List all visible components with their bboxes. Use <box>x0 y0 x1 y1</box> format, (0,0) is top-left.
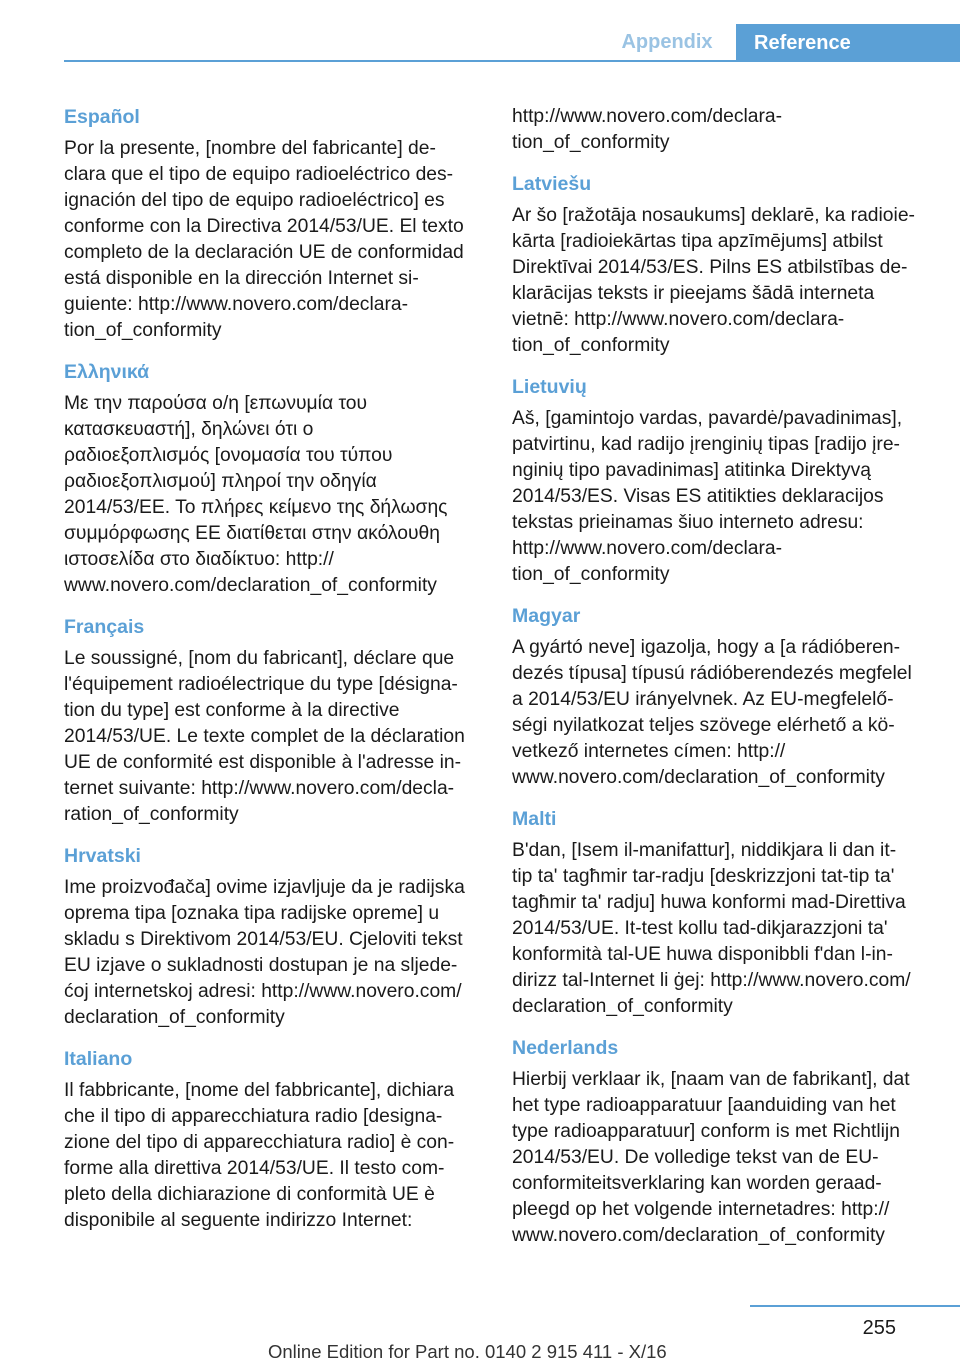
text-line: ignación del tipo de equipo radioeléctrico] es <box>64 190 445 211</box>
text-line: tion_of_conformity <box>512 132 670 153</box>
text-line: skladu s Direktivom 2014/53/EU. Cjeloviti tekst <box>64 929 463 950</box>
text-line: a 2014/53/EU irányelvnek. Az EU-megfelelő- <box>512 689 894 710</box>
section-body <box>64 875 484 1031</box>
header-divider <box>64 60 960 62</box>
section-body <box>512 406 932 588</box>
text-line: forme alla direttiva 2014/53/UE. Il testo com- <box>64 1158 445 1179</box>
language-section <box>512 806 932 1020</box>
language-section <box>64 843 484 1031</box>
text-line: pleegd op het volgende internetadres: http:// <box>512 1199 890 1220</box>
section-heading: Magyar <box>512 605 581 627</box>
left-column <box>64 104 484 1249</box>
text-line: www.novero.com/declaration_of_conformity <box>512 1225 885 1246</box>
text-line: www.novero.com/declaration_of_conformity <box>512 767 885 788</box>
language-section <box>64 359 484 599</box>
text-line: oprema tipa [oznaka tipa radijske opreme] u <box>64 903 440 924</box>
text-line: Direktīvai 2014/53/ES. Pilns ES atbilstības de- <box>512 257 908 278</box>
text-line: UE de conformité est disponible à l'adresse in- <box>64 752 462 773</box>
text-line: completo de la declaración UE de conformidad <box>64 242 464 263</box>
language-section <box>512 1035 932 1249</box>
text-line: 2014/53/ΕΕ. Το πλήρες κείμενο της δήλωσης <box>64 497 448 518</box>
text-line: disponibile al seguente indirizzo Internet: <box>64 1210 413 1231</box>
section-body <box>512 104 932 156</box>
section-heading: Malti <box>512 808 557 830</box>
text-line: guiente: http://www.novero.com/declara- <box>64 294 409 315</box>
section-body <box>512 203 932 359</box>
text-line: EU izjave o sukladnosti dostupan je na sljede- <box>64 955 458 976</box>
section-heading: Latviešu <box>512 173 592 195</box>
text-line: Por la presente, [nombre del fabricante] de- <box>64 138 436 159</box>
text-line: Με την παρούσα ο/η [επωνυμία του <box>64 393 368 414</box>
text-line: A gyártó neve] igazolja, hogy a [a rádióberen- <box>512 637 901 658</box>
edition-footer: Online Edition for Part no. 0140 2 915 411 - X/16 <box>268 1341 667 1362</box>
text-line: Ar šo [ražotāja nosaukums] deklarē, ka radioie- <box>512 205 915 226</box>
section-body <box>64 136 484 344</box>
text-line: ραδιοεξοπλισμός [ονομασία του τύπου <box>64 445 393 466</box>
section-heading: Lietuvių <box>512 376 587 398</box>
text-line: tekstas prieinamas šiuo interneto adresu: <box>512 512 864 533</box>
section-body <box>512 838 932 1020</box>
text-line: nginių tipo pavadinimas] atitinka Direktyvą <box>512 460 872 481</box>
text-line: Aš, [gamintojo vardas, pavardė/pavadinimas], <box>512 408 903 429</box>
text-line: tip ta' tagħmir tar-radju [deskrizzjoni tat-tip ta' <box>512 866 895 887</box>
text-line: tion du type] est conforme à la directive <box>64 700 400 721</box>
text-line: Ime proizvođača] ovime izjavljuje da je radijska <box>64 877 465 898</box>
text-line: ségi nyilatkozat teljes szövege elérhető a kö- <box>512 715 895 736</box>
text-line: http://www.novero.com/declara- <box>512 538 783 559</box>
footer-divider <box>750 1305 960 1307</box>
text-line: ration_of_conformity <box>64 804 239 825</box>
text-line: vetkező internetes címen: http:// <box>512 741 786 762</box>
text-line: patvirtinu, kad radijo įrenginių tipas [radijo įre- <box>512 434 900 455</box>
text-line: kārta [radioiekārtas tipa apzīmējums] atbilst <box>512 231 883 252</box>
text-line: declaration_of_conformity <box>512 996 733 1017</box>
text-line: κατασκευαστή], δηλώνει ότι ο <box>64 419 314 440</box>
text-line: tion_of_conformity <box>512 335 670 356</box>
text-line: l'équipement radioélectrique du type [désigna- <box>64 674 458 695</box>
text-line: dezés típusa] típusú rádióberendezés megfelel <box>512 663 912 684</box>
text-line: conforme con la Directiva 2014/53/UE. El texto <box>64 216 464 237</box>
section-heading: Nederlands <box>512 1037 619 1059</box>
text-line: klarācijas teksts ir pieejams šādā interneta <box>512 283 875 304</box>
text-line: Hierbij verklaar ik, [naam van de fabrikant], dat <box>512 1069 910 1090</box>
text-line: het type radioapparatuur [aanduiding van het <box>512 1095 896 1116</box>
section-heading: Italiano <box>64 1048 133 1070</box>
text-line: www.novero.com/declaration_of_conformity <box>64 575 437 596</box>
text-line: type radioapparatuur] conform is met Richtlijn <box>512 1121 900 1142</box>
language-section <box>512 104 932 156</box>
section-body <box>64 646 484 828</box>
section-heading: Hrvatski <box>64 845 141 867</box>
language-section <box>64 614 484 828</box>
text-line: tagħmir ta' radju] huwa konformi mad-Direttiva <box>512 892 906 913</box>
language-section <box>512 603 932 791</box>
text-line: 2014/53/UE. Le texte complet de la déclaration <box>64 726 465 747</box>
text-line: ternet suivante: http://www.novero.com/decla- <box>64 778 455 799</box>
page-number: 255 <box>862 1317 896 1339</box>
language-section <box>512 171 932 359</box>
text-line: ćoj internetskoj adresi: http://www.novero.com/ <box>64 981 462 1002</box>
text-line: συμμόρφωσης ΕΕ διατίθεται στην ακόλουθη <box>64 523 440 544</box>
text-line: http://www.novero.com/declara- <box>512 106 783 127</box>
text-line: che il tipo di apparecchiatura radio [designa- <box>64 1106 443 1127</box>
text-line: clara que el tipo de equipo radioeléctrico des- <box>64 164 454 185</box>
text-line: 2014/53/UE. It-test kollu tad-dikjarazzjoni ta' <box>512 918 888 939</box>
text-line: tion_of_conformity <box>64 320 222 341</box>
tab-reference[interactable]: Reference <box>736 24 960 62</box>
text-line: tion_of_conformity <box>512 564 670 585</box>
section-body <box>512 1067 932 1249</box>
section-heading: Français <box>64 616 145 638</box>
text-line: zione del tipo di apparecchiatura radio] è con- <box>64 1132 455 1153</box>
text-line: pleto della dichiarazione di conformità UE è <box>64 1184 435 1205</box>
right-column <box>512 104 932 1264</box>
text-line: está disponible en la dirección Internet si- <box>64 268 419 289</box>
text-line: konformità tal-UE huwa disponibbli f'dan l-in- <box>512 944 893 965</box>
text-line: 2014/53/ES. Visas ES atitikties deklaracijos <box>512 486 884 507</box>
section-body <box>512 635 932 791</box>
text-line: Il fabbricante, [nome del fabbricante], dichiara <box>64 1080 455 1101</box>
section-body <box>64 1078 484 1234</box>
text-line: ραδιοεξοπλισμού] πληροί την οδηγία <box>64 471 377 492</box>
language-section <box>64 104 484 344</box>
section-heading: Español <box>64 106 140 128</box>
text-line: declaration_of_conformity <box>64 1007 285 1028</box>
text-line: dirizz tal-Internet li ġej: http://www.novero.com/ <box>512 970 911 991</box>
text-line: conformiteitsverklaring kan worden geraad- <box>512 1173 882 1194</box>
text-line: Le soussigné, [nom du fabricant], déclare que <box>64 648 455 669</box>
language-section <box>512 374 932 588</box>
tab-appendix[interactable]: Appendix <box>621 30 713 53</box>
section-heading: Ελληνικά <box>64 361 150 383</box>
text-line: 2014/53/EU. De volledige tekst van de EU- <box>512 1147 879 1168</box>
language-section <box>64 1046 484 1234</box>
text-line: vietnē: http://www.novero.com/declara- <box>512 309 845 330</box>
section-body <box>64 391 484 599</box>
text-line: B'dan, [Isem il-manifattur], niddikjara li dan it- <box>512 840 897 861</box>
text-line: ιστοσελίδα στο διαδίκτυο: http:// <box>64 549 334 570</box>
